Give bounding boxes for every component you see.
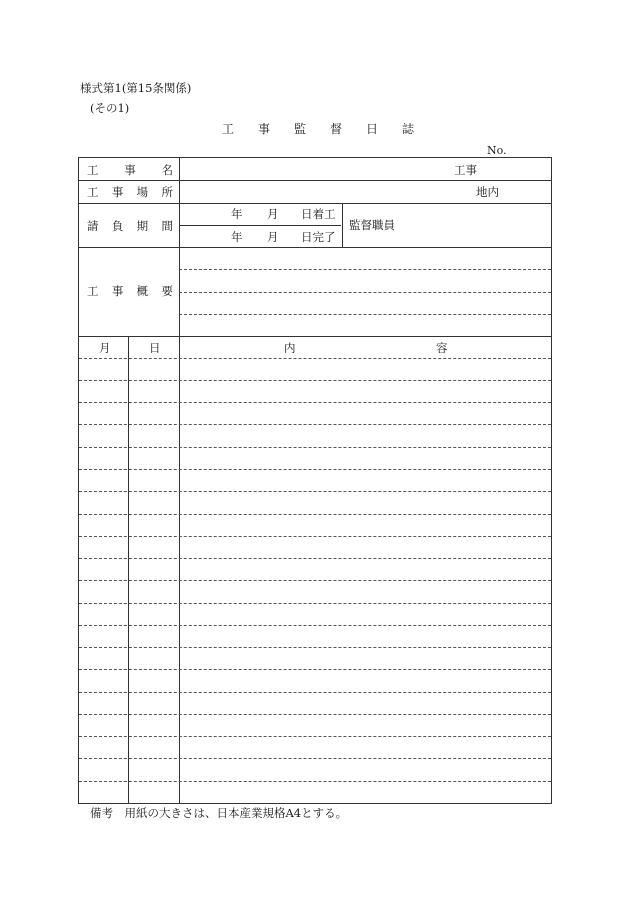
section-divider [79, 336, 551, 337]
log-row-line[interactable] [79, 491, 551, 492]
log-row-line[interactable] [79, 736, 551, 737]
column-header-month: 月 [99, 341, 111, 355]
log-row-line[interactable] [79, 447, 551, 448]
log-row-line[interactable] [79, 380, 551, 381]
title-char: 督 [330, 122, 345, 136]
number-field[interactable]: No. [487, 145, 527, 158]
log-row-line[interactable] [79, 714, 551, 715]
end-month-label: 月 [267, 230, 279, 244]
title-char: 監 [294, 122, 309, 136]
month-day-divider [128, 336, 129, 803]
log-row-line[interactable] [79, 536, 551, 537]
construction-site-field[interactable]: 地内 [476, 185, 499, 199]
log-row-line[interactable] [79, 402, 551, 403]
log-row-line[interactable] [79, 781, 551, 782]
log-row-line[interactable] [79, 603, 551, 604]
column-header-day: 日 [149, 341, 161, 355]
construction-site-label: 工 事 場 所 [87, 185, 173, 199]
form-part-label: (その1) [90, 101, 130, 115]
log-row-line[interactable] [79, 758, 551, 759]
form-reference: 様式第1(第15条関係) [80, 81, 192, 95]
overview-line[interactable] [179, 292, 551, 293]
log-row-line[interactable] [79, 580, 551, 581]
title-char: 日 [366, 122, 381, 136]
log-row-line[interactable] [79, 358, 551, 359]
end-day-label: 日完了 [301, 230, 336, 244]
start-day-label: 日着工 [301, 207, 336, 221]
title-char: 事 [258, 122, 273, 136]
overview-label: 工 事 概 要 [87, 284, 173, 298]
log-row-line[interactable] [79, 558, 551, 559]
log-row-line[interactable] [79, 625, 551, 626]
end-year-label: 年 [231, 230, 243, 244]
log-row-line[interactable] [79, 692, 551, 693]
row-divider [79, 203, 551, 204]
log-row-line[interactable] [79, 469, 551, 470]
column-header-content: 容 [436, 341, 448, 355]
contract-period-label: 請 負 期 間 [87, 219, 173, 233]
log-row-line[interactable] [79, 424, 551, 425]
column-header-content: 内 [284, 341, 296, 355]
construction-name-field[interactable]: 工事 [454, 163, 477, 177]
page-title [222, 123, 438, 135]
start-month-label: 月 [267, 207, 279, 221]
overview-line[interactable] [179, 269, 551, 270]
row-divider [79, 247, 551, 248]
remark-note: 備考 用紙の大きさは、日本産業規格A4とする。 [90, 806, 348, 820]
log-row-line[interactable] [79, 669, 551, 670]
log-row-line[interactable] [79, 647, 551, 648]
day-content-divider [179, 336, 180, 803]
supervision-log-form [78, 157, 552, 804]
title-char: 誌 [402, 122, 417, 136]
period-split-line [179, 225, 341, 226]
period-supervisor-divider [342, 203, 343, 247]
supervisor-label: 監督職員 [349, 218, 395, 232]
log-row-line[interactable] [79, 514, 551, 515]
overview-line[interactable] [179, 314, 551, 315]
title-char: 工 [222, 122, 237, 136]
start-year-label: 年 [231, 207, 243, 221]
row-divider [79, 180, 551, 181]
construction-name-label: 工 事 名 [87, 163, 173, 177]
